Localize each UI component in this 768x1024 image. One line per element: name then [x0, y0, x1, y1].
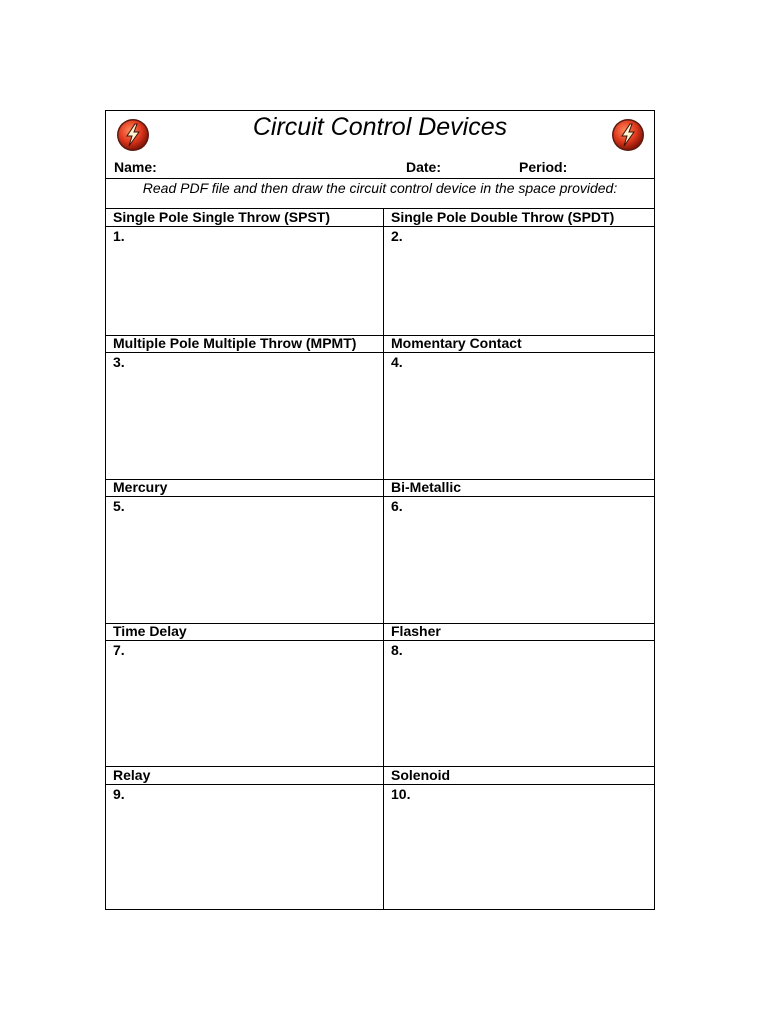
item-number: 3. — [113, 354, 125, 370]
date-label: Date: — [406, 159, 442, 175]
item-number: 4. — [391, 354, 403, 370]
divider — [106, 352, 654, 353]
item-number: 5. — [113, 498, 125, 514]
divider — [106, 226, 654, 227]
device-name: Bi-Metallic — [391, 479, 462, 495]
name-label: Name: — [114, 159, 157, 175]
divider — [106, 178, 654, 179]
device-name: Multiple Pole Multiple Throw (MPMT) — [113, 335, 357, 351]
page-title: Circuit Control Devices — [252, 113, 508, 141]
item-number: 7. — [113, 642, 125, 658]
device-name: Solenoid — [391, 767, 451, 783]
device-name: Single Pole Double Throw (SPDT) — [391, 209, 615, 225]
worksheet-header — [106, 111, 654, 179]
device-name: Flasher — [391, 623, 441, 639]
item-number: 8. — [391, 642, 403, 658]
item-number: 1. — [113, 228, 125, 244]
divider — [106, 623, 654, 624]
divider — [106, 784, 654, 785]
device-name: Single Pole Single Throw (SPST) — [113, 209, 331, 225]
item-number: 9. — [113, 786, 125, 802]
device-name: Relay — [113, 767, 151, 783]
period-label: Period: — [519, 159, 568, 175]
divider — [106, 496, 654, 497]
item-number: 10. — [391, 786, 411, 802]
worksheet — [105, 110, 655, 910]
divider — [106, 766, 654, 767]
column-divider — [383, 208, 384, 909]
item-number: 2. — [391, 228, 403, 244]
lightning-bolt-icon — [611, 118, 645, 152]
divider — [106, 479, 654, 480]
item-number: 6. — [391, 498, 403, 514]
device-name: Momentary Contact — [391, 335, 522, 351]
device-name: Time Delay — [113, 623, 187, 639]
divider — [106, 640, 654, 641]
instructions: Read PDF file and then draw the circuit control device in the space provided: — [142, 180, 618, 196]
device-name: Mercury — [113, 479, 168, 495]
